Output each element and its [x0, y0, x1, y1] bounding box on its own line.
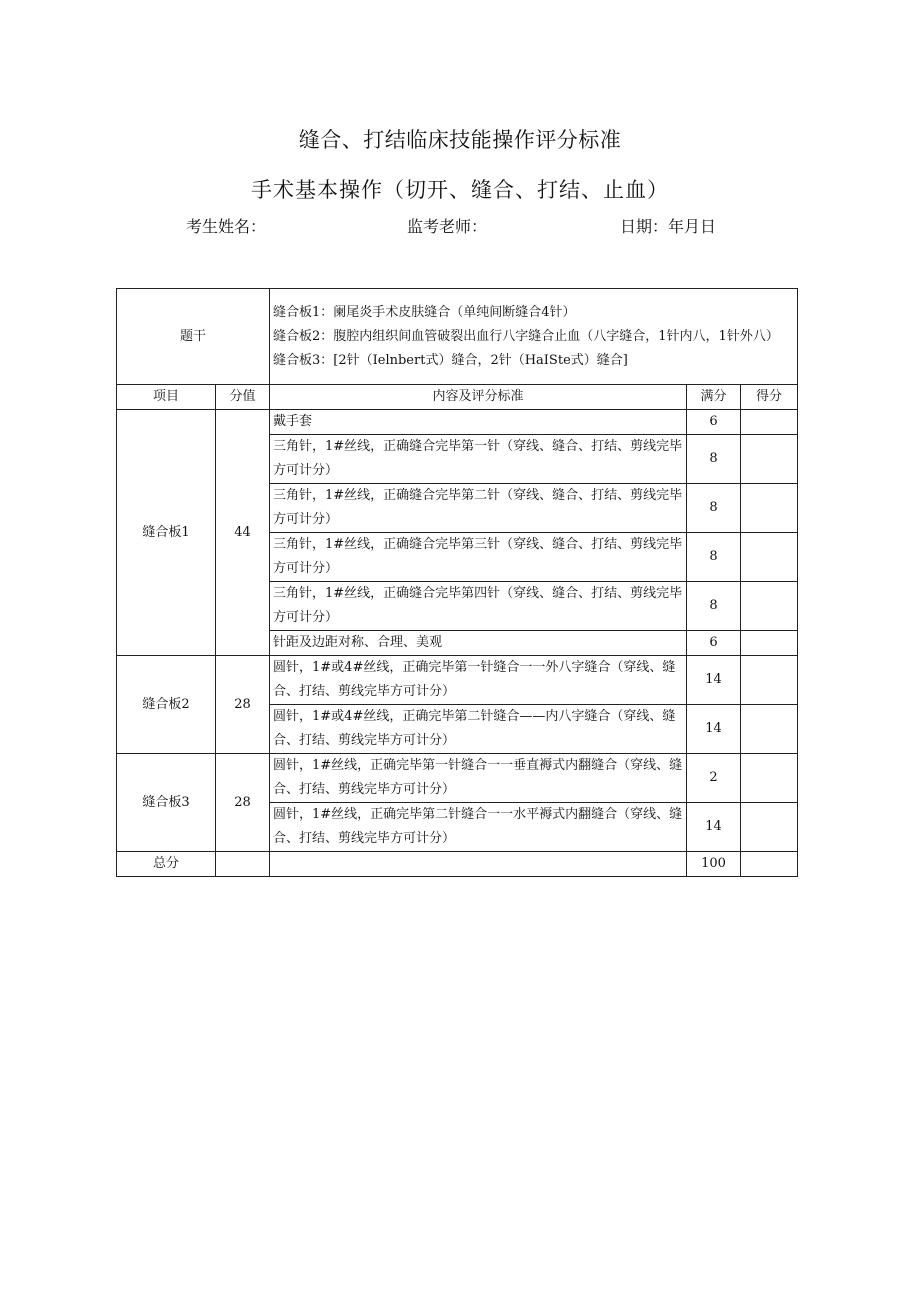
score-cell[interactable] — [741, 803, 798, 852]
criteria-text: 三角针，1#丝线，正确缝合完毕第三针（穿线、缝合、打结、剪线完毕方可计分） — [270, 533, 687, 582]
table-row — [117, 656, 798, 705]
proctor-label: 监考老师： — [407, 217, 488, 236]
group-points: 44 — [216, 410, 270, 656]
criteria-text: 三角针，1#丝线，正确缝合完毕第一针（穿线、缝合、打结、剪线完毕方可计分） — [270, 435, 687, 484]
criteria-text: 三角针，1#丝线，正确缝合完毕第二针（穿线、缝合、打结、剪线完毕方可计分） — [270, 484, 687, 533]
table-row — [117, 410, 798, 435]
criteria-text: 戴手套 — [270, 410, 687, 435]
header-full: 满分 — [687, 385, 741, 410]
full-score: 14 — [687, 705, 741, 754]
header-item: 项目 — [117, 385, 216, 410]
stem-line: 缝合板3：[2针（Ielnbert式）缝合，2针（HaISte式）缝合] — [273, 352, 628, 368]
criteria-text: 圆针，1#丝线，正确完毕第一针缝合一一垂直褥式内翻缝合（穿线、缝合、打结、剪线完毕方可计分） — [270, 754, 687, 803]
header-content: 内容及评分标准 — [270, 385, 687, 410]
stem-line: 缝合板2：腹腔内组织间血管破裂出血行八字缝合止血（八字缝合，1针内八，1针外八） — [273, 328, 779, 344]
group-points: 28 — [216, 754, 270, 852]
total-content-cell — [270, 852, 687, 877]
full-score: 8 — [687, 533, 741, 582]
criteria-text: 圆针，1#或4#丝线，正确完毕第一针缝合一一外八字缝合（穿线、缝合、打结、剪线完毕方可计分） — [270, 656, 687, 705]
total-score-cell[interactable] — [741, 852, 798, 877]
criteria-text: 针距及边距对称、合理、美观 — [270, 631, 687, 656]
score-cell[interactable] — [741, 631, 798, 656]
header-points: 分值 — [216, 385, 270, 410]
header-row — [117, 385, 798, 410]
stem-label: 题干 — [117, 289, 270, 385]
score-cell[interactable] — [741, 533, 798, 582]
score-cell[interactable] — [741, 705, 798, 754]
total-points-cell — [216, 852, 270, 877]
group-points: 28 — [216, 656, 270, 754]
score-cell[interactable] — [741, 754, 798, 803]
group-item: 缝合板3 — [117, 754, 216, 852]
header-score: 得分 — [741, 385, 798, 410]
total-label: 总分 — [117, 852, 216, 877]
criteria-text: 圆针，1#丝线，正确完毕第二针缝合一一水平褥式内翻缝合（穿线、缝合、打结、剪线完毕方可计分） — [270, 803, 687, 852]
total-full-score: 100 — [687, 852, 741, 877]
group-item: 缝合板2 — [117, 656, 216, 754]
page-subtitle: 手术基本操作（切开、缝合、打结、止血） — [251, 178, 669, 202]
table-row — [117, 754, 798, 803]
full-score: 8 — [687, 582, 741, 631]
stem-content — [270, 289, 798, 385]
criteria-text: 圆针，1#或4#丝线，正确完毕第二针缝合——内八字缝合（穿线、缝合、打结、剪线完毕方可计分） — [270, 705, 687, 754]
scoring-table — [116, 288, 798, 877]
score-cell[interactable] — [741, 484, 798, 533]
examinee-name-label: 考生姓名： — [186, 217, 267, 236]
score-cell[interactable] — [741, 435, 798, 484]
full-score: 14 — [687, 656, 741, 705]
page-title: 缝合、打结临床技能操作评分标准 — [298, 128, 622, 152]
criteria-text: 三角针，1#丝线，正确缝合完毕第四针（穿线、缝合、打结、剪线完毕方可计分） — [270, 582, 687, 631]
score-cell[interactable] — [741, 410, 798, 435]
full-score: 8 — [687, 484, 741, 533]
full-score: 2 — [687, 754, 741, 803]
full-score: 6 — [687, 410, 741, 435]
full-score: 8 — [687, 435, 741, 484]
stem-line: 缝合板1：阑尾炎手术皮肤缝合（单纯间断缝合4针） — [273, 304, 576, 320]
stem-row — [117, 289, 798, 385]
score-cell[interactable] — [741, 582, 798, 631]
total-row — [117, 852, 798, 877]
full-score: 6 — [687, 631, 741, 656]
score-cell[interactable] — [741, 656, 798, 705]
full-score: 14 — [687, 803, 741, 852]
date-label: 日期：年月日 — [620, 217, 717, 236]
group-item: 缝合板1 — [117, 410, 216, 656]
